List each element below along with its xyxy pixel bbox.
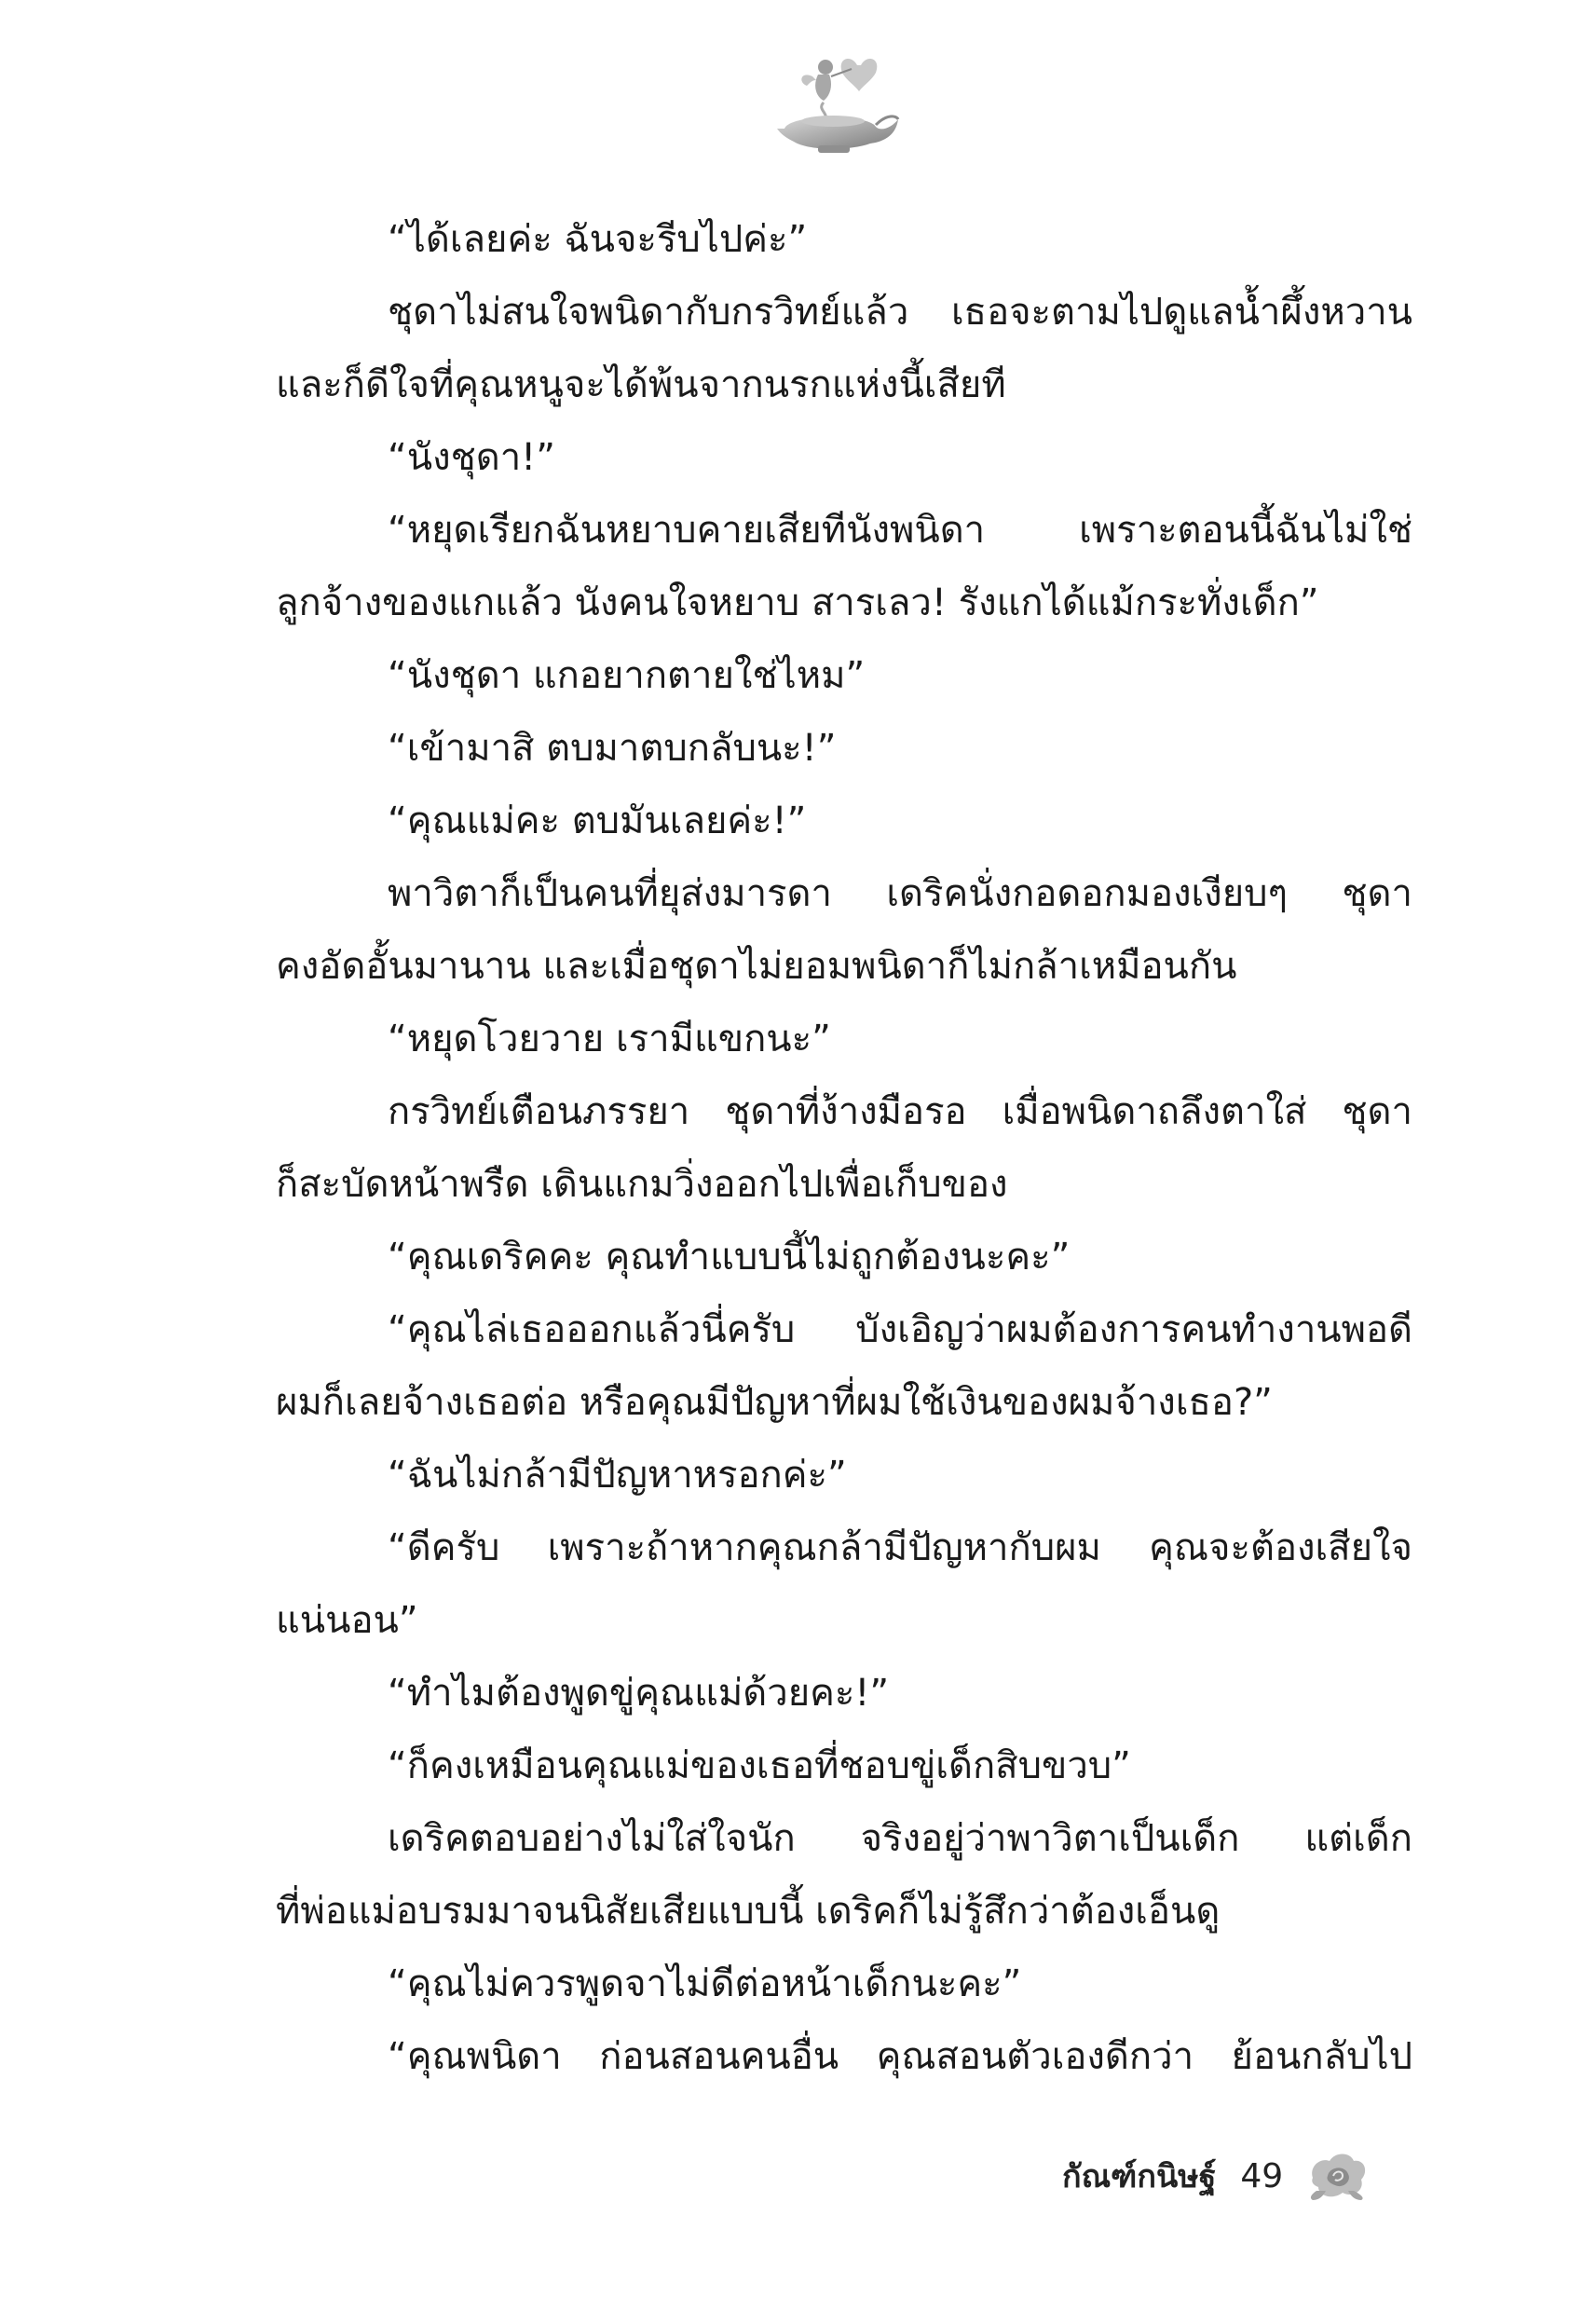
text-line: “นังชุดา!” bbox=[388, 436, 555, 479]
text-line: “คุณพนิดา ก่อนสอนคนอื่น คุณสอนตัวเองดีกว่า ย้อนกลับไป bbox=[388, 2035, 1412, 2078]
text-line: กรวิทย์เตือนภรรยา ชุดาที่ง้างมือรอ เมื่อพนิดาถลึงตาใส่ ชุดา bbox=[388, 1090, 1412, 1133]
text-line: “ดีครับ เพราะถ้าหากคุณกล้ามีปัญหากับผม คุณจะต้องเสียใจ bbox=[388, 1526, 1412, 1569]
text-line: คงอัดอั้นมานาน และเมื่อชุดาไม่ยอมพนิดาก็ไม่กล้าเหมือนกัน bbox=[276, 945, 1237, 988]
text-line: “หยุดโวยวาย เรามีแขกนะ” bbox=[388, 1018, 831, 1060]
rose-icon bbox=[1307, 2150, 1369, 2202]
text-line: “หยุดเรียกฉันหยาบคายเสียทีนังพนิดา เพราะตอนนี้ฉันไม่ใช่ bbox=[388, 509, 1412, 552]
book-title: กัณฑ์กนิษฐ์ bbox=[1062, 2158, 1217, 2195]
text-line: “ฉันไม่กล้ามีปัญหาหรอกค่ะ” bbox=[388, 1454, 847, 1497]
text-line: ที่พ่อแม่อบรมมาจนนิสัยเสียแบบนี้ เดริคก็ไม่รู้สึกว่าต้องเอ็นดู bbox=[276, 1890, 1221, 1933]
text-line: “คุณไม่ควรพูดจาไม่ดีต่อหน้าเด็กนะคะ” bbox=[388, 1962, 1022, 2005]
text-line: “นังชุดา แกอยากตายใช่ไหม” bbox=[388, 654, 866, 697]
text-line: ลูกจ้างของแกแล้ว นังคนใจหยาบ สารเลว! รังแกได้แม้กระทั่งเด็ก” bbox=[276, 581, 1319, 624]
text-line: “ก็คงเหมือนคุณแม่ของเธอที่ชอบขู่เด็กสิบขวบ” bbox=[388, 1744, 1131, 1787]
text-line: “คุณแม่คะ ตบมันเลยค่ะ!” bbox=[388, 800, 807, 842]
text-line: ชุดาไม่สนใจพนิดากับกรวิทย์แล้ว เธอจะตามไปดูแลน้ำผึ้งหวาน bbox=[388, 291, 1412, 334]
text-line: ก็สะบัดหน้าพรืด เดินแกมวิ่งออกไปเพื่อเก็บของ bbox=[276, 1163, 1008, 1206]
text-line: “ได้เลยค่ะ ฉันจะรีบไปค่ะ” bbox=[388, 218, 808, 261]
page-footer bbox=[1062, 2143, 1369, 2208]
text-line: ผมก็เลยจ้างเธอต่อ หรือคุณมีปัญหาที่ผมใช้เงินของผมจ้างเธอ?” bbox=[276, 1381, 1273, 1424]
genie-lamp-icon bbox=[766, 48, 906, 158]
text-line: “ทำไมต้องพูดขู่คุณแม่ด้วยคะ!” bbox=[388, 1672, 890, 1715]
page-number: 49 bbox=[1240, 2156, 1284, 2195]
text-line: และก็ดีใจที่คุณหนูจะได้พ้นจากนรกแห่งนี้เสียที bbox=[276, 363, 1006, 406]
text-line: พาวิตาก็เป็นคนที่ยุส่งมารดา เดริคนั่งกอดอกมองเงียบๆ ชุดา bbox=[388, 872, 1412, 915]
text-line: “คุณเดริคคะ คุณทำแบบนี้ไม่ถูกต้องนะคะ” bbox=[388, 1236, 1071, 1279]
text-line: “คุณไล่เธอออกแล้วนี่ครับ บังเอิญว่าผมต้องการคนทำงานพอดี bbox=[388, 1308, 1412, 1351]
text-line: เดริคตอบอย่างไม่ใส่ใจนัก จริงอยู่ว่าพาวิตาเป็นเด็ก แต่เด็ก bbox=[388, 1817, 1412, 1860]
text-line: แน่นอน” bbox=[276, 1599, 418, 1642]
text-line: “เข้ามาสิ ตบมาตบกลับนะ!” bbox=[388, 727, 837, 770]
body-text bbox=[276, 203, 1412, 2093]
